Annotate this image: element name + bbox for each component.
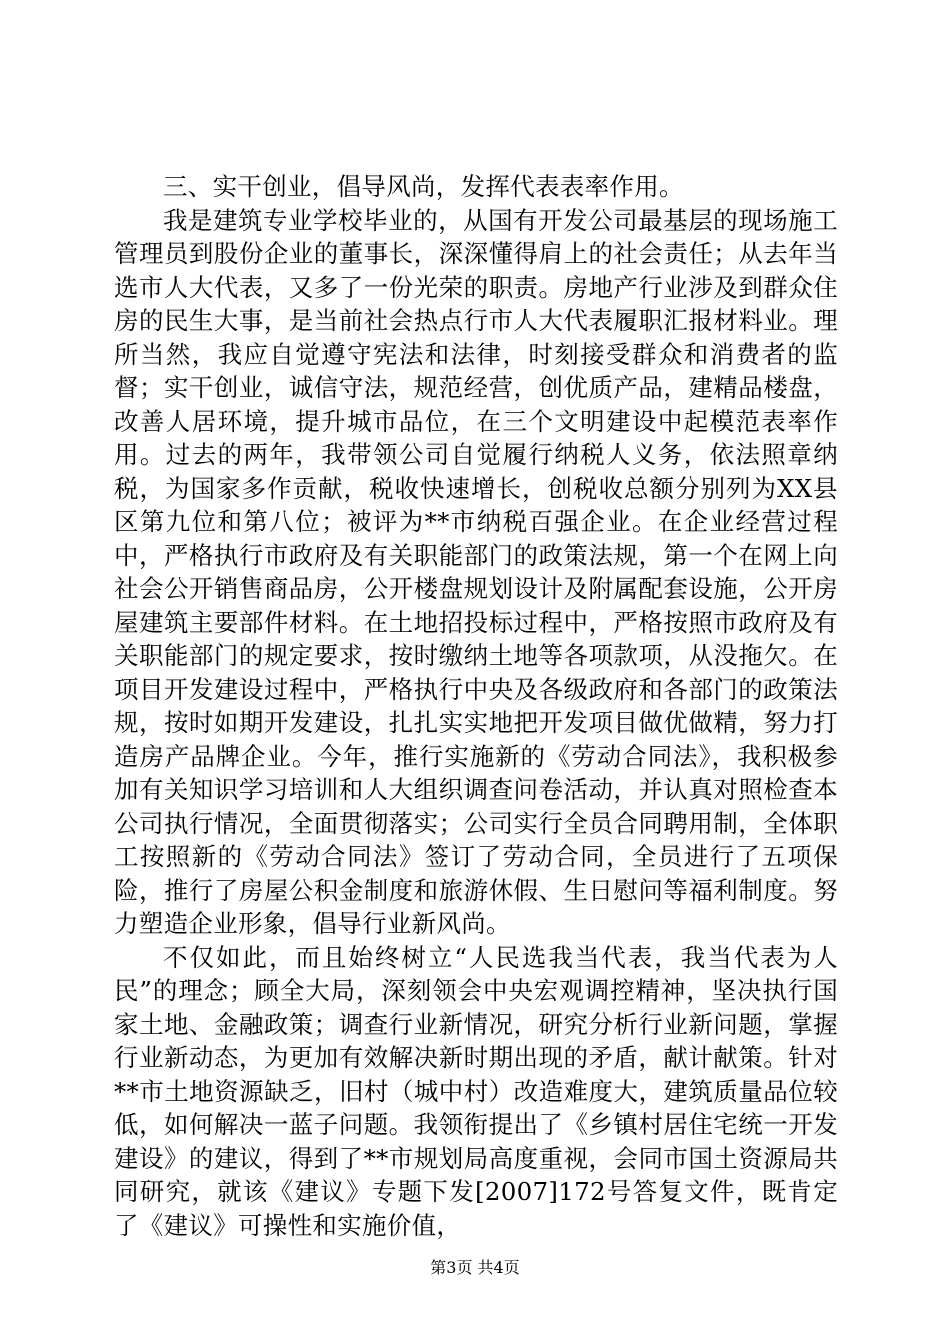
page-number-footer: 第3页 共4页 — [430, 1258, 520, 1277]
section-heading: 三、实干创业，倡导风尚，发挥代表表率作用。 — [163, 172, 684, 201]
document-body — [114, 170, 838, 1242]
body-paragraph: 我是建筑专业学校毕业的，从国有开发公司最基层的现场施工管理员到股份企业的董事长，深深懂得肩上的社会责任；从去年当选市人大代表，又多了一份光荣的职责。房地产行业涉及到群众住房的民生大事，是当前社会热点行市人大代表履职汇报材料业。理所当然，我应自觉遵守宪法和法律，时刻接受群众和消费者的监督；实干创业，诚信守法，规范经营，创优质产品，建精品楼盘，改善人居环境，提升城市品位，在三个文明建设中起模范表率作用。过去的两年，我带领公司自觉履行纳税人义务，依法照章纳税，为国家多作贡献，税收快速增长，创税收总额分别列为XX县区第九位和第八位；被评为**市纳税百强企业。在企业经营过程中，严格执行市政府及有关职能部门的政策法规，第一个在网上向社会公开销售商品房，公开楼盘规划设计及附属配套设施，公开房屋建筑主要部件材料。在土地招投标过程中，严格按照市政府及有关职能部门的规定要求，按时缴纳土地等各项款项，从没拖欠。在项目开发建设过程中，严格执行中央及各级政府和各部门的政策法规，按时如期开发建设，扎扎实实地把开发项目做优做精，努力打造房产品牌企业。今年，推行实施新的《劳动合同法》，我积极参加有关知识学习培训和人大组织调查问卷活动，并认真对照检查本公司执行情况，全面贯彻落实；公司实行全员合同聘用制，全体职工按照新的《劳动合同法》签订了劳动合同，全员进行了五项保险，推行了房屋公积金制度和旅游休假、生日慰问等福利制度。努力塑造企业形象，倡导行业新风尚。 — [114, 205, 838, 938]
body-paragraph: 不仅如此，而且始终树立“人民选我当代表，我当代表为人民”的理念；顾全大局，深刻领会中央宏观调控精神，坚决执行国家土地、金融政策；调查行业新情况，研究分析行业新问题，掌握行业新动态，为更加有效解决新时期出现的矛盾，献计献策。针对**市土地资源缺乏，旧村（城中村）改造难度大，建筑质量品位较低，如何解决一蓝子问题。我领衔提出了《乡镇村居住宅统一开发建设》的建议，得到了**市规划局高度重视，会同市国土资源局共同研究，就该《建议》专题下发[2007]172号答复文件，既肯定了《建议》可操性和实施价值， — [114, 942, 838, 1240]
